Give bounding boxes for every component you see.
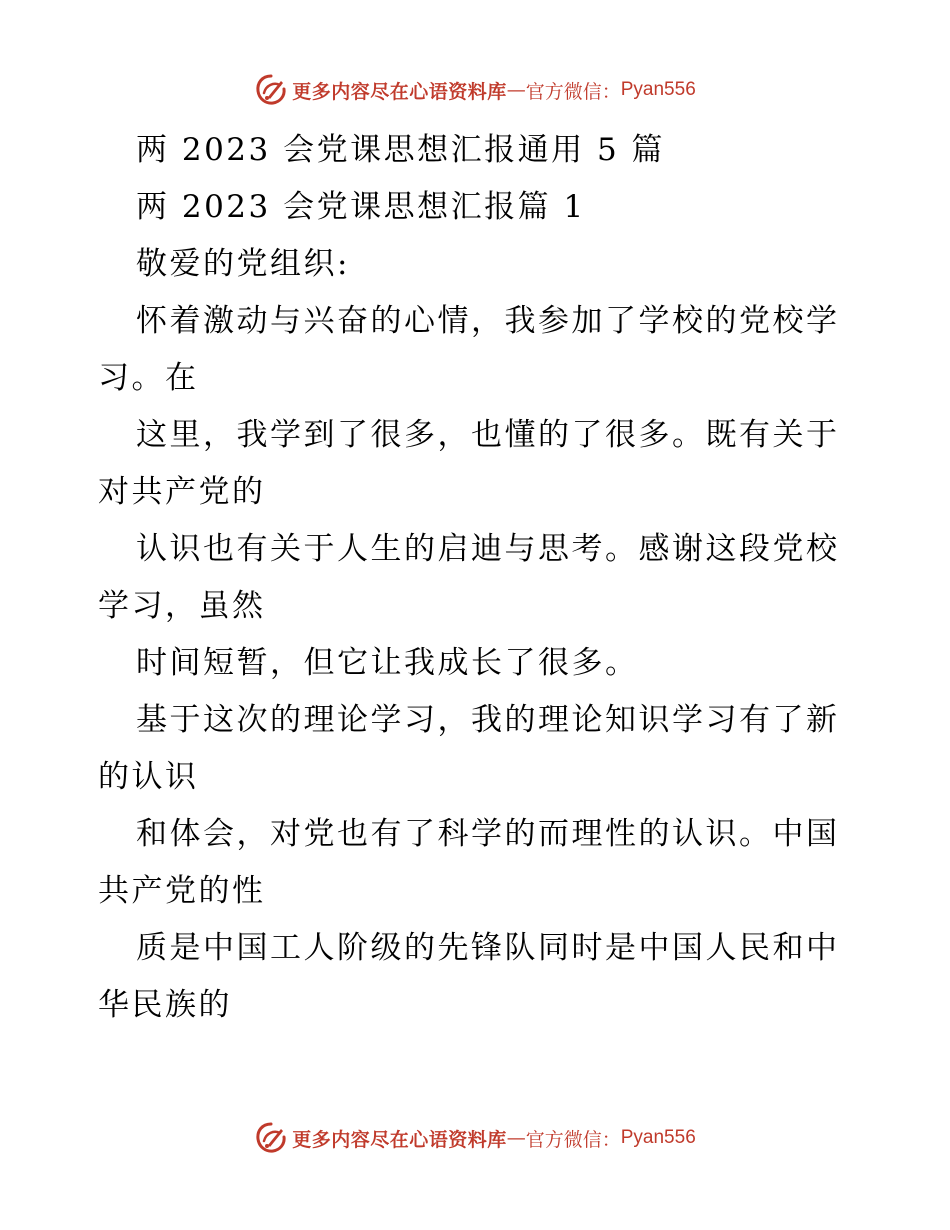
banner-site-text: 更多内容尽在心语资料库 [292, 80, 507, 103]
body-line: 质是中国工人阶级的先锋队同时是中国人民和中 [136, 930, 840, 966]
banner-separator: — [506, 79, 526, 101]
salutation: 敬爱的党组织: [136, 246, 350, 282]
banner-wechat-label: 官方微信： [525, 80, 621, 103]
banner-wechat-id: Pyan556 [620, 79, 696, 100]
body-line: 怀着激动与兴奋的心情，我参加了学校的党校学 [136, 303, 840, 339]
body-line: 时间短暂，但它让我成长了很多。 [136, 645, 639, 681]
body-line: 学习，虽然 [98, 588, 266, 624]
body-line: 华民族的 [98, 987, 232, 1023]
banner-separator: — [506, 1127, 526, 1149]
header-banner [0, 70, 950, 110]
body-line: 基于这次的理论学习，我的理论知识学习有了新 [136, 702, 840, 738]
body-line: 对共产党的 [98, 474, 266, 510]
body-line: 习。在 [98, 360, 199, 396]
body-line: 的认识 [98, 759, 199, 795]
body-line: 认识也有关于人生的启迪与思考。感谢这段党校 [136, 531, 840, 567]
body-line: 共产党的性 [98, 873, 266, 909]
body-line: 这里，我学到了很多，也懂的了很多。既有关于 [136, 417, 840, 453]
swirl-pen-logo-icon [254, 73, 288, 107]
document-body [98, 122, 858, 1034]
swirl-pen-logo-icon [254, 1121, 288, 1155]
footer-banner [0, 1118, 950, 1158]
banner-site-text: 更多内容尽在心语资料库 [292, 1128, 507, 1151]
banner-wechat-id: Pyan556 [620, 1127, 696, 1148]
body-text [98, 293, 858, 1034]
document-title: 两 2023 会党课思想汇报通用 5 篇 [136, 132, 666, 168]
banner-wechat-label: 官方微信： [525, 1128, 621, 1151]
document-subtitle: 两 2023 会党课思想汇报篇 1 [136, 189, 586, 225]
body-line: 和体会，对党也有了科学的而理性的认识。中国 [136, 816, 840, 852]
